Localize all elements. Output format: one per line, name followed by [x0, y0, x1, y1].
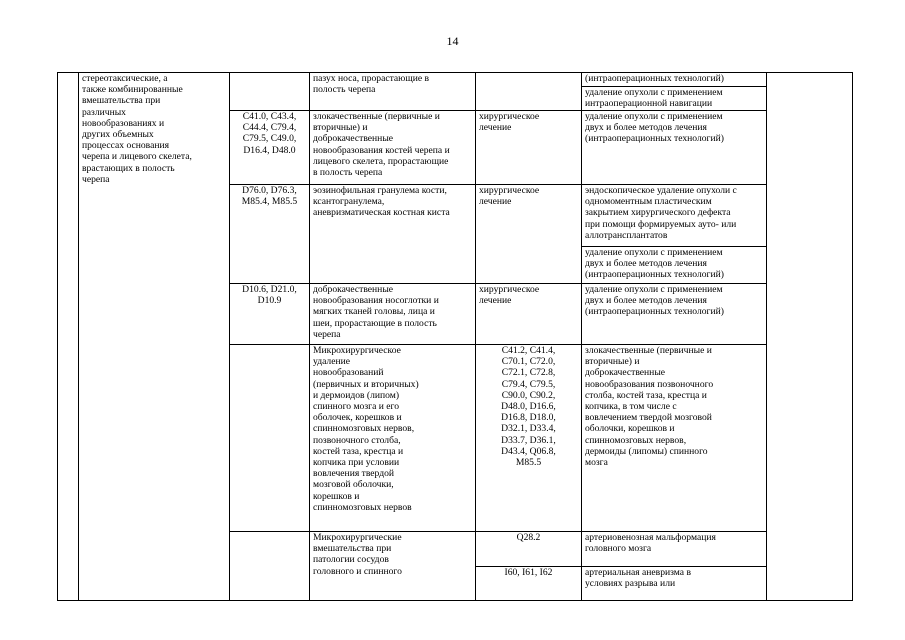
- codes-cell: I60, I61, I62: [476, 566, 582, 601]
- method-cell: удаление опухоли с применением интраоперационной навигации: [582, 87, 767, 111]
- codes-cell: D76.0, D76.3, M85.4, M85.5: [230, 185, 310, 284]
- method-cell: удаление опухоли с применением двух и более методов лечения (интраоперационных технологий): [582, 111, 767, 185]
- row-number-cell: [58, 73, 79, 601]
- diagnosis-cell: злокачественные (первичные и вторичные) и доброкачественные новообразования позвоночного столба, костей таза, крестца и копчика, в том числе с вовлечением твердой мозговой оболочки, корешков и спинномозговых нервов, дермоиды (липомы) спинного мозга: [582, 345, 767, 532]
- diagnosis-cell: эозинофильная гранулема кости, ксантогранулема, аневризматическая костная киста: [310, 185, 476, 284]
- profile-cell: Микрохирургическое удаление новообразований (первичных и вторичных) и дермоидов (липом) спинного мозга и его оболочек, корешков и спинномозговых нервов, позвоночного столба, костей таза, крестца и копчика при условии вовлечения твердой мозговой оболочки, корешков и спинномозговых нервов: [310, 345, 476, 532]
- method-cell: удаление опухоли с применением двух и более методов лечения (интраоперационных технологий): [582, 247, 767, 284]
- treatment-cell: [476, 73, 582, 111]
- profile-cell: Микрохирургические вмешательства при патологии сосудов головного и спинного: [310, 532, 476, 601]
- codes-cell: Q28.2: [476, 532, 582, 567]
- method-cell: эндоскопическое удаление опухоли с одномоментным пластическим закрытием хирургического дефекта при помощи формируемых ауто- или аллотрансплантатов: [582, 185, 767, 247]
- extra-cell: [767, 73, 853, 601]
- codes-cell: C41.0, C43.4, C44.4, C79.4, C79.5, C49.0, D16.4, D48.0: [230, 111, 310, 185]
- page-number: 14: [446, 34, 459, 48]
- treatment-cell: хирургическое лечение: [476, 284, 582, 345]
- medical-care-table: [57, 72, 853, 601]
- profile-cell: стереотаксические, а также комбинированные вмешательства при различных новообразованиях и других объемных процессах основания черепа и лицевого скелета, врастающих в полость черепа: [79, 73, 230, 601]
- diagnosis-cell: злокачественные (первичные и вторичные) и доброкачественные новообразования костей черепа и лицевого скелета, прорастающие в полость черепа: [310, 111, 476, 185]
- row-number-cell: [230, 532, 310, 601]
- method-cell: (интраоперационных технологий): [582, 73, 767, 87]
- method-cell: удаление опухоли с применением двух и более методов лечения (интраоперационных технологий): [582, 284, 767, 345]
- diagnosis-cell: доброкачественные новообразования носоглотки и мягких тканей головы, лица и шеи, прорастающие в полость черепа: [310, 284, 476, 345]
- codes-cell: C41.2, C41.4, C70.1, C72.0, C72.1, C72.8, C79.4, C79.5, C90.0, C90.2, D48.0, D16.6, D16.8, D18.0, D32.1, D33.4, D33.7, D36.1, D43.4, Q06.8, M85.5: [476, 345, 582, 532]
- table-row: [58, 73, 853, 87]
- codes-cell: [230, 73, 310, 111]
- row-number-cell: [230, 345, 310, 532]
- treatment-cell: хирургическое лечение: [476, 111, 582, 185]
- treatment-cell: хирургическое лечение: [476, 185, 582, 284]
- diagnosis-cell: артериовенозная мальформация головного мозга: [582, 532, 767, 567]
- diagnosis-cell: пазух носа, прорастающие в полость черепа: [310, 73, 476, 111]
- diagnosis-cell: артериальная аневризма в условиях разрыва или: [582, 566, 767, 601]
- codes-cell: D10.6, D21.0, D10.9: [230, 284, 310, 345]
